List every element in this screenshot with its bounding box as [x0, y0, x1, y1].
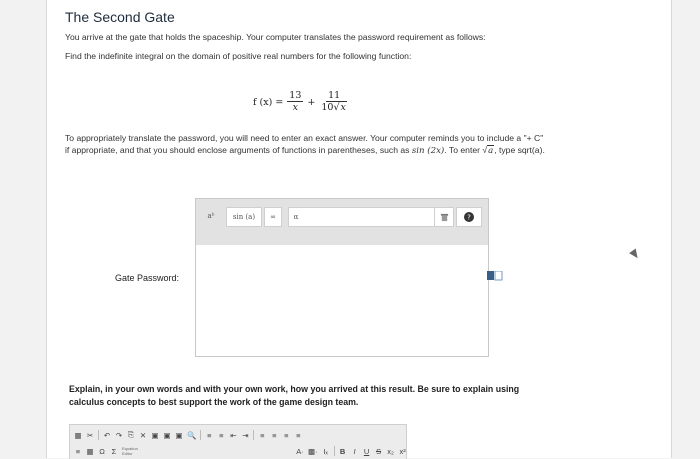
- redo-icon[interactable]: ↷: [115, 430, 123, 440]
- preview-icon[interactable]: [487, 271, 503, 281]
- toolbar-separator: [334, 446, 335, 456]
- align-justify-icon[interactable]: ≡: [296, 430, 301, 440]
- align-center-icon[interactable]: ≡: [272, 430, 277, 440]
- numbered-list-icon[interactable]: ≡: [207, 430, 212, 440]
- fraction-2-numerator: 11: [328, 90, 341, 101]
- sin-button[interactable]: sin (a): [226, 207, 262, 227]
- align-left-icon[interactable]: ≡: [260, 430, 265, 440]
- horizontal-rule-icon[interactable]: ≡: [75, 446, 81, 456]
- sqrt-example: a: [488, 146, 494, 157]
- clear-format-icon[interactable]: Iₓ: [323, 446, 328, 456]
- text-color-icon[interactable]: A·: [296, 446, 304, 456]
- example-sin: sin (2x): [411, 146, 445, 157]
- outdent-icon[interactable]: ⇤: [230, 430, 237, 440]
- underline-icon[interactable]: U: [363, 446, 370, 456]
- align-right-icon[interactable]: ≡: [284, 430, 289, 440]
- fraction-1-denominator: x: [292, 102, 299, 113]
- special-char-icon[interactable]: Ω: [99, 446, 105, 456]
- source-icon[interactable]: ▦: [74, 430, 82, 440]
- instructions-part-3: , type sqrt(a).: [494, 145, 545, 156]
- instructions-paragraph: [65, 132, 545, 158]
- help-icon[interactable]: [456, 207, 482, 227]
- alpha-button[interactable]: α: [288, 207, 304, 227]
- formula-lhs: f (x) =: [253, 96, 284, 108]
- instructions-part-2: . To enter: [444, 145, 480, 156]
- indent-icon[interactable]: ⇥: [242, 430, 249, 440]
- rte-row-2: [74, 444, 407, 458]
- toolbar-separator: [98, 430, 99, 440]
- toolbar-spacer: [302, 207, 435, 227]
- subscript-icon[interactable]: x₂: [387, 446, 394, 456]
- strikethrough-icon[interactable]: S: [376, 446, 382, 456]
- formula-fraction-1: [287, 90, 303, 114]
- remove-format-icon[interactable]: ✕: [139, 430, 147, 440]
- formula-fraction-2: [319, 90, 349, 114]
- explain-prompt: Explain, in your own words and with your own work, how you arrived at this result. Be sure to explain using calculus concepts to best support the work of the game design team.: [69, 384, 520, 407]
- copy-icon[interactable]: ⎘: [128, 430, 134, 439]
- gate-password-label: Gate Password:: [115, 273, 180, 283]
- assignment-page: [46, 0, 672, 458]
- bold-icon[interactable]: B: [339, 446, 346, 456]
- trash-icon[interactable]: [434, 207, 454, 227]
- paste-icon[interactable]: ▣: [151, 430, 159, 440]
- instructions-part-1: To appropriately translate the password, you will need to enter an exact answer. Your computer reminds you to include a "+ C" if appropriate, and that you should enclose arguments of functions in parentheses, such as: [65, 133, 544, 156]
- intro-line-1: You arrive at the gate that holds the spaceship. Your computer translates the password requirement as follows:: [65, 32, 486, 42]
- paste-word-icon[interactable]: ▣: [175, 430, 183, 440]
- page-title: The Second Gate: [65, 9, 175, 25]
- rte-row-1: [74, 428, 302, 442]
- formula-plus: +: [307, 96, 316, 108]
- math-editor-toolbar: [196, 199, 488, 245]
- password-input-area[interactable]: [196, 245, 488, 356]
- background-color-icon[interactable]: ▩·: [308, 446, 318, 456]
- equation-editor-icon[interactable]: Σ: [111, 446, 117, 456]
- math-answer-editor: [195, 198, 489, 357]
- sqrt-icon: √: [333, 102, 340, 113]
- superscript-icon[interactable]: x²: [399, 446, 406, 456]
- sqrt-icon: √: [482, 145, 488, 156]
- table-icon[interactable]: ▦: [86, 446, 94, 456]
- equation-editor-label[interactable]: Equation Editor: [122, 446, 138, 456]
- fraction-2-radicand: x: [340, 102, 346, 113]
- undo-icon[interactable]: ↶: [103, 430, 111, 440]
- cut-icon[interactable]: ✂: [86, 430, 94, 440]
- toolbar-separator: [253, 430, 254, 440]
- paste-text-icon[interactable]: ▣: [163, 430, 171, 440]
- intro-line-2: Find the indefinite integral on the domain of positive real numbers for the following function:: [65, 51, 412, 61]
- power-button[interactable]: aᵇ: [207, 212, 215, 220]
- italic-icon[interactable]: I: [353, 446, 356, 456]
- rich-text-toolbar: [69, 424, 407, 459]
- fraction-2-coef: 10: [321, 102, 334, 113]
- function-formula: [253, 86, 349, 118]
- find-icon[interactable]: 🔍: [187, 430, 197, 440]
- toolbar-separator: [200, 430, 201, 440]
- svg-text:?: ?: [467, 213, 471, 222]
- bullet-list-icon[interactable]: ≡: [219, 430, 224, 440]
- trash-icon-svg: [440, 213, 449, 222]
- fraction-2-denominator: [319, 102, 349, 114]
- help-icon-svg: [464, 212, 474, 222]
- fraction-1-numerator: 13: [289, 90, 302, 101]
- infinity-button[interactable]: ∞: [264, 207, 282, 227]
